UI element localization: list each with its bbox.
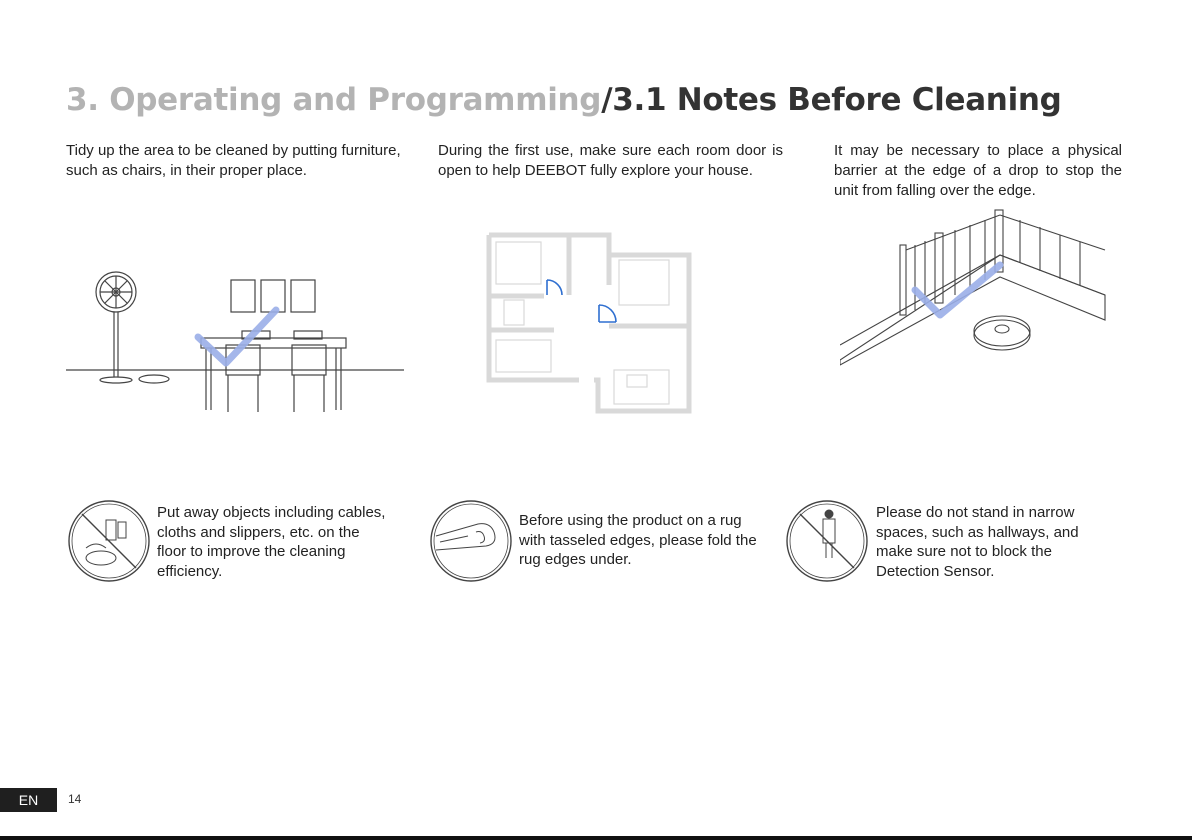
page-title (66, 82, 1062, 118)
check-mark-icon (198, 310, 276, 363)
section-title: 3. Operating and Programming (66, 82, 602, 118)
no-standing-in-narrow-space-icon (784, 498, 870, 584)
check-mark-icon (915, 265, 1000, 315)
bottom-rule (0, 836, 1192, 840)
note-doors-text: During the first use, make sure each room door is open to help DEEBOT fully explore your house. (438, 142, 783, 179)
folded-rug-icon (428, 498, 514, 584)
note-furniture-text: Tidy up the area to be cleaned by putting furniture, such as chairs, in their proper place. (66, 142, 401, 179)
tip-rug-text: Before using the product on a rug with tasseled edges, please fold the rug edges under. (519, 512, 757, 568)
note-barrier-text: It may be necessary to place a physical barrier at the edge of a drop to stop the unit from falling over the edge. (834, 142, 1122, 199)
barrier-illustration (840, 205, 1110, 370)
fan-icon (96, 272, 169, 383)
page-number: 14 (68, 792, 82, 806)
subsection-title: /3.1 Notes Before Cleaning (601, 82, 1062, 118)
tip-objects-text: Put away objects including cables, cloths and slippers, etc. on the floor to improve the cleaning efficiency. (157, 504, 386, 580)
robot-vacuum-icon (974, 316, 1030, 350)
floor-plan-illustration (484, 230, 694, 416)
language-badge: EN (0, 788, 57, 812)
tip-standing-text: Please do not stand in narrow spaces, such as hallways, and make sure not to block the Detection Sensor. (876, 504, 1079, 580)
dining-room-illustration (66, 265, 406, 415)
door-swing-icon (547, 280, 616, 322)
no-objects-on-floor-icon (66, 498, 152, 584)
